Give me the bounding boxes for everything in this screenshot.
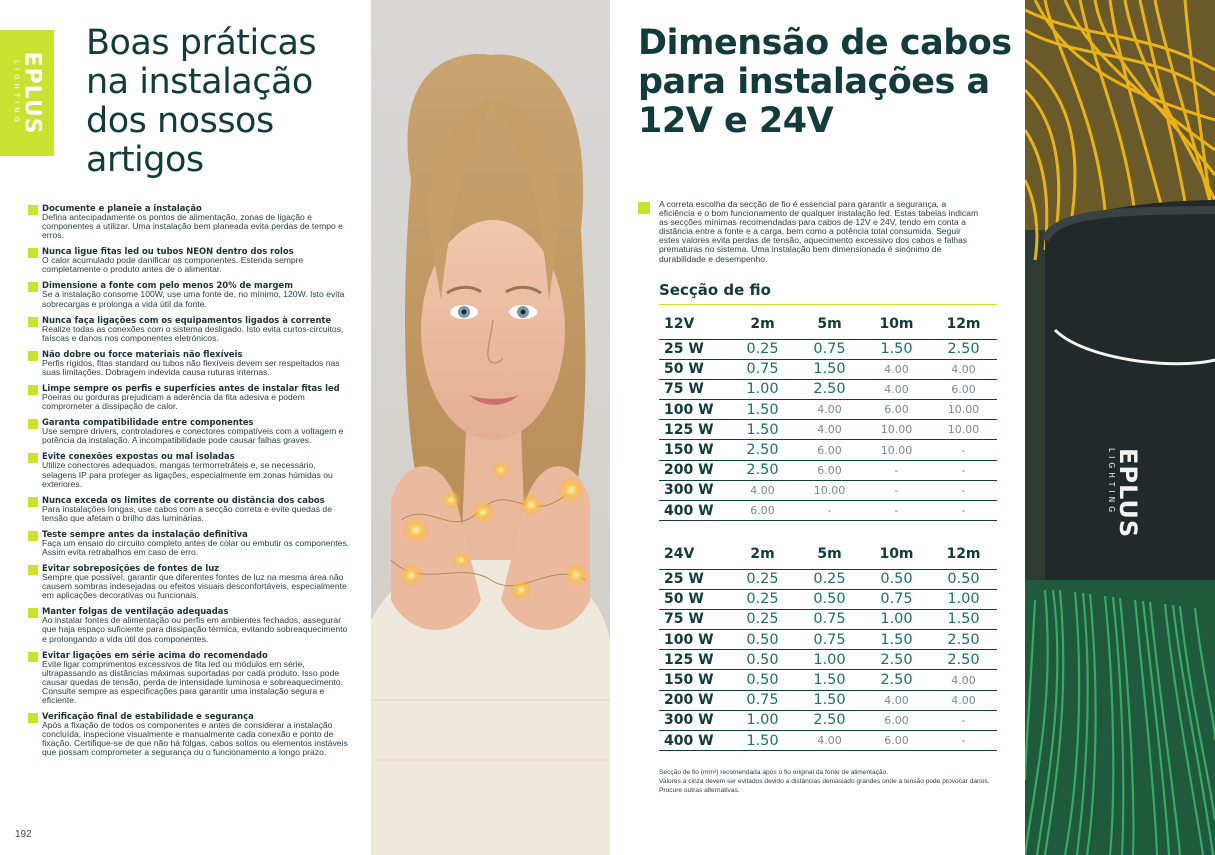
section-cell: 6.00 <box>796 460 863 480</box>
section-cell: 0.25 <box>729 589 796 609</box>
section-cell: 2.50 <box>930 339 997 359</box>
power-cell: 150 W <box>659 670 729 690</box>
bullet-square <box>28 248 38 258</box>
wire-table-12v <box>659 309 997 521</box>
bullet-square <box>28 531 38 541</box>
bullet-square <box>28 453 38 463</box>
section-cell: 0.50 <box>930 569 997 589</box>
wire-table-24v <box>659 539 997 751</box>
section-cell: 4.00 <box>796 420 863 440</box>
bullet-square <box>28 419 38 429</box>
practice-title: Verificação final de estabilidade e segurança <box>42 711 254 722</box>
section-cell: 4.00 <box>729 480 796 500</box>
practice-text: Defina antecipadamente os pontos de alimentação, zonas de ligação e componentes a utilizar. Uma instalação bem planeada evita perdas de tempo e erros. <box>42 212 343 241</box>
section-cell: 4.00 <box>863 690 930 710</box>
practice-text: Poeiras ou gorduras prejudicam a aderência da fita adesiva e podem comprometer a dissipação de calor. <box>42 392 305 412</box>
table-row <box>659 480 997 500</box>
practice-item <box>28 564 350 600</box>
practice-title: Nunca ligue fitas led ou tubos NEON dentro dos rolos <box>42 246 294 257</box>
table-row <box>659 359 997 379</box>
footnote <box>659 768 999 795</box>
cable-bundle-photo <box>1025 0 1215 855</box>
power-cell: 50 W <box>659 589 729 609</box>
section-cell: 0.50 <box>729 670 796 690</box>
brand-name: EPLUS <box>19 51 45 135</box>
section-cell: 1.50 <box>729 420 796 440</box>
distance-header: 10m <box>863 539 930 569</box>
practice-text: Ao instalar fontes de alimentação ou perfis em ambientes fechados, assegurar que haja espaço suficiente para dissipação térmica, evitando sobreaquecimento e prolongando a vida útil dos componentes. <box>42 615 348 644</box>
cable-illustration <box>1025 0 1215 855</box>
section-cell: 2.50 <box>930 650 997 670</box>
bullet-square <box>28 652 38 662</box>
bullet-square <box>28 351 38 361</box>
right-page-title: Dimensão de cabos para instalações a 12V e 24V <box>638 23 1012 141</box>
woman-with-lights-photo <box>371 0 610 855</box>
table-row <box>659 630 997 650</box>
practice-text: Após a fixação de todos os componentes e antes de considerar a instalação concluída, inspecione visualmente e manualmente cada conexão e ponto de fixação. Certifique-se de que não há folgas, cabos soltos ou elementos instáveis que possam comprometer a segurança ou o funcionamento a longo prazo. <box>42 720 348 758</box>
power-cell: 75 W <box>659 609 729 629</box>
section-cell: 0.75 <box>796 339 863 359</box>
section-cell: 4.00 <box>863 379 930 399</box>
practice-item <box>28 316 350 343</box>
practice-title: Limpe sempre os perfis e superfícies antes de instalar fitas led <box>42 383 340 394</box>
section-cell: 2.50 <box>796 710 863 730</box>
section-cell: 0.50 <box>863 569 930 589</box>
section-cell: - <box>930 460 997 480</box>
practice-item <box>28 350 350 377</box>
practice-item <box>28 247 350 274</box>
practice-text: Realize todas as conexões com o sistema desligado. Isto evita curtos-circuitos, faíscas e danos nos componentes eletrónicos. <box>42 323 344 343</box>
section-cell: 4.00 <box>930 359 997 379</box>
section-cell: - <box>863 480 930 500</box>
table-row <box>659 440 997 460</box>
practice-item <box>28 452 350 488</box>
section-cell: - <box>863 501 930 521</box>
section-cell: 6.00 <box>863 710 930 730</box>
cable-brand-name: EPLUS <box>1114 448 1142 539</box>
distance-header: 2m <box>729 539 796 569</box>
section-cell: 1.00 <box>930 589 997 609</box>
section-cell: 1.50 <box>930 609 997 629</box>
brand-logo <box>12 51 43 134</box>
table-row <box>659 501 997 521</box>
table-row <box>659 650 997 670</box>
bullet-square <box>28 713 38 723</box>
section-cell: 0.75 <box>796 630 863 650</box>
section-cell: 4.00 <box>930 690 997 710</box>
practice-item <box>28 281 350 308</box>
table-row <box>659 690 997 710</box>
table-header-row <box>659 309 997 339</box>
practice-text: Utilize conectores adequados, mangas termorretráteis e, se necessário, selagens IP para proteger as ligações, especialmente em zonas húmidas ou exteriores. <box>42 460 333 489</box>
section-cell: 4.00 <box>796 731 863 751</box>
power-cell: 100 W <box>659 630 729 650</box>
power-cell: 25 W <box>659 569 729 589</box>
bullet-square <box>28 565 38 575</box>
section-cell: 1.00 <box>863 609 930 629</box>
distance-header: 2m <box>729 309 796 339</box>
section-cell: 10.00 <box>863 420 930 440</box>
section-cell: 6.00 <box>729 501 796 521</box>
section-cell: 10.00 <box>863 440 930 460</box>
section-cell: - <box>930 710 997 730</box>
table-row <box>659 731 997 751</box>
power-cell: 125 W <box>659 420 729 440</box>
section-cell: 1.50 <box>863 630 930 650</box>
footnote-line: Valores a cinza devem ser evitados devido a distâncias demasiado grandes onde a tensão pode provocar danos. Procure outras alternativas. <box>659 778 990 794</box>
table-row <box>659 589 997 609</box>
bullet-square <box>28 608 38 618</box>
section-cell: 0.25 <box>729 609 796 629</box>
power-cell: 300 W <box>659 710 729 730</box>
section-cell: 0.25 <box>796 569 863 589</box>
section-cell: 0.75 <box>863 589 930 609</box>
section-cell: - <box>863 460 930 480</box>
power-cell: 100 W <box>659 400 729 420</box>
practice-text: Perfis rígidos, fitas standard ou tubos não flexíveis devem ser respeitados nas suas limitações. Dobragem indevida causa ruturas internas. <box>42 357 340 377</box>
practice-text: Se a instalação consome 100W, use uma fonte de, no mínimo, 120W. Isto evita sobrecargas e prolonga a vida útil da fonte. <box>42 289 345 309</box>
practice-title: Garanta compatibilidade entre componentes <box>42 417 254 428</box>
section-cell: 0.50 <box>729 650 796 670</box>
section-cell: 0.75 <box>729 690 796 710</box>
power-cell: 200 W <box>659 690 729 710</box>
bullet-square <box>28 317 38 327</box>
section-divider <box>659 304 997 305</box>
practice-item <box>28 651 350 705</box>
section-cell: 6.00 <box>930 379 997 399</box>
left-page-title: Boas práticas na instalação dos nossos artigos <box>86 23 317 180</box>
section-cell: 0.25 <box>729 569 796 589</box>
section-cell: 0.50 <box>729 630 796 650</box>
section-cell: 10.00 <box>930 420 997 440</box>
table-row <box>659 710 997 730</box>
practice-item <box>28 204 350 240</box>
section-cell: 1.00 <box>729 710 796 730</box>
power-cell: 75 W <box>659 379 729 399</box>
practice-title: Evitar sobreposições de fontes de luz <box>42 563 220 574</box>
section-cell: 2.50 <box>796 379 863 399</box>
practice-item <box>28 418 350 445</box>
practice-title: Nunca exceda os limites de corrente ou distância dos cabos <box>42 494 325 505</box>
distance-header: 12m <box>930 539 997 569</box>
practice-item <box>28 712 350 757</box>
intro-text: A correta escolha da secção de fio é essencial para garantir a segurança, a eficiência e o bom funcionamento de qualquer instalação led. Estas tabelas indicam as secções mínimas recomendadas para cabos de 12V e 24V, tendo em conta a distância entre a fonte e a carga, bem como a potência total consumida. Seguir estes valores evita perdas de tensão, aquecimento excessivo dos cabos e falhas prematuras no sistema. Uma instalação bem dimensionada é sinónimo de durabilidade e desempenho. <box>659 199 979 264</box>
power-cell: 125 W <box>659 650 729 670</box>
section-cell: 6.00 <box>796 440 863 460</box>
practice-item <box>28 607 350 643</box>
section-heading: Secção de fio <box>659 281 771 299</box>
practice-text: Faça um ensaio do circuito completo antes de colar ou embutir os componentes. Assim evita retrabalhos em caso de erro. <box>42 537 350 557</box>
bullet-square <box>28 385 38 395</box>
power-cell: 150 W <box>659 440 729 460</box>
table-row <box>659 569 997 589</box>
section-cell: 0.75 <box>729 359 796 379</box>
intro-block <box>638 200 983 264</box>
power-cell: 300 W <box>659 480 729 500</box>
section-cell: 2.50 <box>729 460 796 480</box>
section-cell: 4.00 <box>930 670 997 690</box>
table-row <box>659 400 997 420</box>
practice-text: Evite ligar comprimentos excessivos de fita led ou módulos em série, ultrapassando as distâncias máximas suportadas por cada produto. Isso pode causar quedas de tensão, perda de intensidade luminosa e sobreaquecimento. Consulte sempre as especificações para garantir uma instalação segura e eficiente. <box>42 658 343 705</box>
practice-text: Sempre que possível, garantir que diferentes fontes de luz na mesma área não causem sombras indesejadas ou efeitos visuais desconfortáveis, especialmente em aplicações decorativas ou funcionais. <box>42 572 347 601</box>
practice-item <box>28 496 350 523</box>
distance-header: 12m <box>930 309 997 339</box>
section-cell: 2.50 <box>863 670 930 690</box>
practice-title: Documente e planeie a instalação <box>42 203 202 213</box>
section-cell: 1.50 <box>863 339 930 359</box>
practice-text: Use sempre drivers, controladores e conectores compatíveis com a voltagem e potência da instalação. A incompatibilidade pode causar falhas graves. <box>42 426 344 446</box>
distance-header: 5m <box>796 539 863 569</box>
bullet-square <box>28 282 38 292</box>
brand-tab <box>0 30 54 156</box>
section-cell: 6.00 <box>863 731 930 751</box>
section-cell: 1.50 <box>729 731 796 751</box>
power-cell: 400 W <box>659 731 729 751</box>
section-cell: 1.50 <box>729 400 796 420</box>
practice-text: O calor acumulado pode danificar os componentes. Estenda sempre completamente o produto antes de o alimentar. <box>42 255 304 275</box>
cable-brand-logo <box>1100 448 1140 548</box>
cable-brand-tagline: LIGHTING <box>1107 448 1116 517</box>
practice-title: Evite conexões expostas ou mal isoladas <box>42 451 235 462</box>
brand-tagline: LIGHTING <box>12 60 21 126</box>
section-cell: - <box>930 501 997 521</box>
woman-illustration <box>371 0 610 855</box>
page-number: 192 <box>15 829 32 840</box>
table-row <box>659 460 997 480</box>
voltage-header: 12V <box>659 309 729 339</box>
distance-header: 5m <box>796 309 863 339</box>
section-cell: 1.50 <box>796 670 863 690</box>
section-cell: - <box>930 440 997 460</box>
section-cell: 10.00 <box>930 400 997 420</box>
table-row <box>659 670 997 690</box>
table-row <box>659 420 997 440</box>
section-cell: 10.00 <box>796 480 863 500</box>
table-row <box>659 609 997 629</box>
practice-title: Dimensione a fonte com pelo menos 20% de margem <box>42 280 293 291</box>
bullet-square <box>28 205 38 215</box>
section-cell: 1.00 <box>796 650 863 670</box>
practices-list <box>28 204 350 757</box>
power-cell: 25 W <box>659 339 729 359</box>
bullet-square <box>638 202 650 214</box>
practice-text: Para instalações longas, use cabos com a secção correta e evite quedas de tensão que afetam o brilho das luminárias. <box>42 503 332 523</box>
practice-title: Nunca faça ligações com os equipamentos ligados à corrente <box>42 314 332 325</box>
section-cell: 6.00 <box>863 400 930 420</box>
section-cell: - <box>930 731 997 751</box>
practice-title: Teste sempre antes da instalação definitiva <box>42 528 248 539</box>
bullet-square <box>28 497 38 507</box>
footnote-line: Secção de fio (mm²) recomendada após o fio original da fonte de alimentação. <box>659 769 889 776</box>
practice-item <box>28 530 350 557</box>
section-cell: - <box>930 480 997 500</box>
section-cell: 1.50 <box>796 690 863 710</box>
table-row <box>659 339 997 359</box>
power-cell: 400 W <box>659 501 729 521</box>
power-cell: 50 W <box>659 359 729 379</box>
section-cell: 1.00 <box>729 379 796 399</box>
section-cell: 0.50 <box>796 589 863 609</box>
table-header-row <box>659 539 997 569</box>
section-cell: 2.50 <box>863 650 930 670</box>
section-cell: 4.00 <box>796 400 863 420</box>
practice-item <box>28 384 350 411</box>
practice-title: Evitar ligações em série acima do recomendado <box>42 649 268 660</box>
practice-title: Manter folgas de ventilação adequadas <box>42 606 229 617</box>
section-cell: 1.50 <box>796 359 863 379</box>
distance-header: 10m <box>863 309 930 339</box>
section-cell: 4.00 <box>863 359 930 379</box>
section-cell: 2.50 <box>729 440 796 460</box>
section-cell: 0.75 <box>796 609 863 629</box>
section-cell: - <box>796 501 863 521</box>
power-cell: 200 W <box>659 460 729 480</box>
practice-title: Não dobre ou force materiais não flexíveis <box>42 348 243 359</box>
table-row <box>659 379 997 399</box>
section-cell: 0.25 <box>729 339 796 359</box>
voltage-header: 24V <box>659 539 729 569</box>
section-cell: 2.50 <box>930 630 997 650</box>
